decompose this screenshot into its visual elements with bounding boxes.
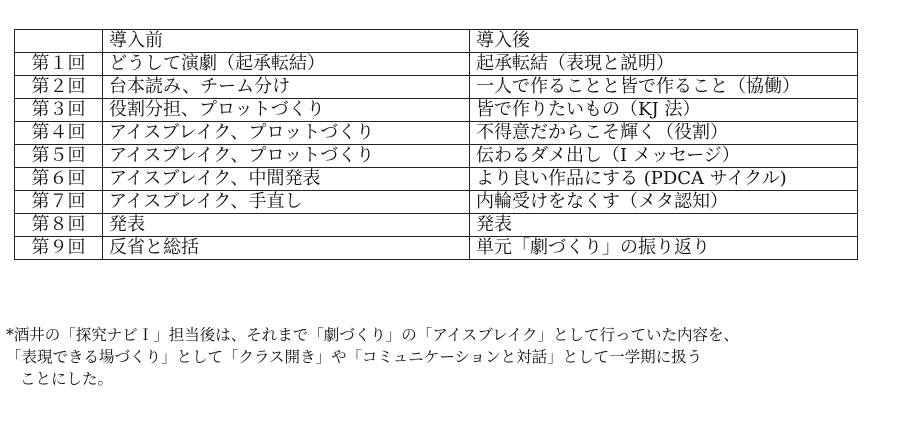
header-cell-before: 導入前: [103, 30, 470, 53]
table-row: [15, 168, 858, 191]
session-cell: 第５回: [15, 145, 103, 168]
lesson-comparison-table: [14, 29, 858, 260]
before-cell: アイスブレイク、中間発表: [103, 168, 470, 191]
before-cell: 反省と総括: [103, 237, 470, 260]
before-cell: アイスブレイク、手直し: [103, 191, 470, 214]
table-row: [15, 214, 858, 237]
footnote-line: ことにした。: [20, 370, 114, 388]
header-cell-session: [15, 30, 103, 53]
session-cell: 第６回: [15, 168, 103, 191]
session-cell: 第８回: [15, 214, 103, 237]
before-cell: 発表: [103, 214, 470, 237]
after-cell: 起承転結（表現と説明）: [470, 53, 858, 76]
table-header-row: [15, 30, 858, 53]
before-cell: 台本読み、チーム分け: [103, 76, 470, 99]
table-row: [15, 237, 858, 260]
after-cell: より良い作品にする (PDCA サイクル): [470, 168, 858, 191]
before-cell: どうして演劇（起承転結）: [103, 53, 470, 76]
session-cell: 第４回: [15, 122, 103, 145]
after-cell: 伝わるダメ出し（I メッセージ）: [470, 145, 858, 168]
session-cell: 第２回: [15, 76, 103, 99]
footnote-line: *酒井の「探究ナビＩ」担当後は、それまで「劇づくり」の「アイスブレイク」として行っていた内容を、: [6, 326, 739, 344]
footnote-line: 「表現できる場づくり」として「クラス開き」や「コミュニケーションと対話」として一学期に扱う: [6, 348, 703, 366]
table-row: [15, 191, 858, 214]
table-row: [15, 145, 858, 168]
after-cell: 内輪受けをなくす（メタ認知）: [470, 191, 858, 214]
after-cell: 皆で作りたいもの（KJ 法）: [470, 99, 858, 122]
table-row: [15, 53, 858, 76]
after-cell: 単元「劇づくり」の振り返り: [470, 237, 858, 260]
table-row: [15, 99, 858, 122]
table-row: [15, 122, 858, 145]
session-cell: 第９回: [15, 237, 103, 260]
before-cell: アイスブレイク、プロットづくり: [103, 145, 470, 168]
before-cell: アイスブレイク、プロットづくり: [103, 122, 470, 145]
table-row: [15, 76, 858, 99]
after-cell: 発表: [470, 214, 858, 237]
header-cell-after: 導入後: [470, 30, 858, 53]
after-cell: 一人で作ることと皆で作ること（協働）: [470, 76, 858, 99]
after-cell: 不得意だからこそ輝く（役割）: [470, 122, 858, 145]
session-cell: 第７回: [15, 191, 103, 214]
footnote: [6, 324, 914, 390]
session-cell: 第１回: [15, 53, 103, 76]
before-cell: 役割分担、プロットづくり: [103, 99, 470, 122]
session-cell: 第３回: [15, 99, 103, 122]
